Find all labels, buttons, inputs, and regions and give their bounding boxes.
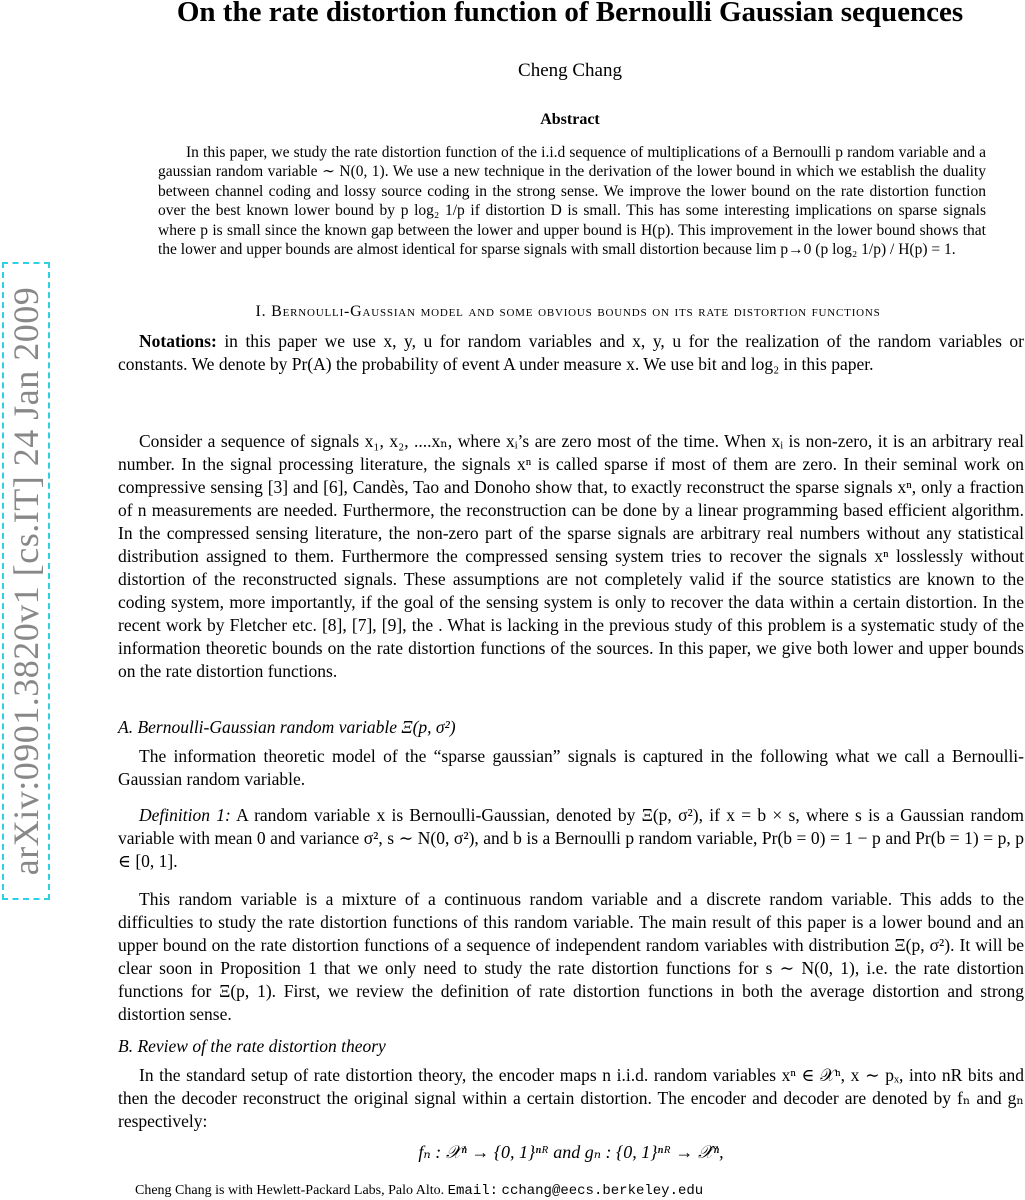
definition-1-paragraph — [118, 804, 1024, 873]
abstract-text: In this paper, we study the rate distortion function of the i.i.d sequence of multiplications of a Bernoulli p random variable and a gaussian random variable ∼ N(0, 1). We use a new technique in the derivation of the lower bound in which we establish the duality between channel coding and lossy source coding in the strong sense. We improve the lower bound on the rate distortion function over the best known lower bound by p log₂ 1/p if distortion D is small. This has some interesting implications on sparse signals where p is small since the known gap between the lower and upper bound is H(p). This improvement in the lower bound shows that the lower and upper bounds are almost identical for sparse signals with small distortion because lim p→0 (p log₂ 1/p) / H(p) = 1. — [158, 144, 986, 259]
arxiv-side-stamp — [2, 262, 50, 900]
arxiv-stamp-text: arXiv:0901.3820v1 [cs.IT] 24 Jan 2009 — [6, 286, 46, 876]
subsection-b-paragraph-1: In the standard setup of rate distortion theory, the encoder maps n i.i.d. random variables xⁿ ∈ 𝒳ⁿ, x ∼ pₓ, into nR bits and then the decoder reconstruct the original signal within a certain distortion. The encoder and decoder are denoted by fₙ and gₙ respectively: — [118, 1065, 1024, 1131]
subsection-b-heading: B. Review of the rate distortion theory — [118, 1036, 386, 1056]
notations-paragraph — [118, 330, 1024, 376]
subsection-a-paragraph-1: The information theoretic model of the “sparse gaussian” signals is captured in the following what we call a Bernoulli-Gaussian random variable. — [118, 746, 1024, 789]
paper-title: On the rate distortion function of Bernoulli Gaussian sequences — [176, 0, 964, 28]
subsection-a-paragraph-2: This random variable is a mixture of a continuous random variable and a discrete random variable. This adds to the difficulties to study the rate distortion functions of this random variable. The main result of this paper is a lower bound and an upper bound on the rate distortion functions of a sequence of independent random variables with distribution Ξ(p, σ²). It will be clear soon in Proposition 1 that we only need to study the rate distortion functions for s ∼ N(0, 1), i.e. the rate distortion functions for Ξ(p, 1). First, we review the definition of rate distortion functions in both the average distortion and strong distortion sense. — [118, 889, 1024, 1024]
notations-label: Notations: — [139, 331, 217, 351]
definition-1-label: Definition 1: — [139, 805, 231, 825]
definition-1-text: A random variable x is Bernoulli-Gaussian, denoted by Ξ(p, σ²), if x = b × s, where s is a Gaussian random variable with mean 0 and variance σ², s ∼ N(0, σ²), and b is a Bernoulli p random variable, Pr(b = 0) = 1 − p and Pr(b = 1) = p, p ∈ [0, 1]. — [118, 805, 1024, 871]
author-footnote — [135, 1182, 1015, 1200]
footnote-email-label: Email: — [447, 1183, 499, 1199]
intro-paragraph: Consider a sequence of signals x₁, x₂, ....xₙ, where xᵢ’s are zero most of the time. When xᵢ is non-zero, it is an arbitrary real number. In the signal processing literature, the signals xⁿ is called sparse if most of them are zero. In their seminal work on compressive sensing [3] and [6], Candès, Tao and Donoho show that, to exactly reconstruct the sparse signals xⁿ, only a fraction of n measurements are needed. Furthermore, the reconstruction can be done by a linear programming based efficient algorithm. In the compressed sensing literature, the non-zero part of the sparse signals are arbitrary real numbers without any statistical distribution assigned to them. Furthermore the compressed sensing system tries to recover the signals xⁿ losslessly without distortion of the reconstructed signals. These assumptions are not completely valid if the source statistics are known to the coding system, more importantly, if the goal of the sensing system is only to recover the data within a certain distortion. In the recent work by Fletcher etc. [8], [7], [9], the . What is lacking in the previous study of this problem is a systematic study of the information theoretic bounds on the rate distortion functions of the sources. In this paper, we give both lower and upper bounds on the rate distortion functions. — [118, 431, 1024, 681]
footnote-text: Cheng Chang is with Hewlett-Packard Labs, Palo Alto. — [135, 1183, 445, 1198]
encoder-decoder-formula: fₙ : 𝒳ⁿ → {0, 1}ⁿᴿ and gₙ : {0, 1}ⁿᴿ → 𝒳̂ⁿ, — [418, 1142, 724, 1162]
author-name: Cheng Chang — [518, 60, 622, 81]
abstract-heading: Abstract — [540, 111, 600, 128]
footnote-email[interactable]: cchang@eecs.berkeley.edu — [501, 1183, 704, 1199]
section-heading-1: I. Bernoulli-Gaussian model and some obvious bounds on its rate distortion functions — [255, 303, 881, 320]
subsection-a-heading: A. Bernoulli-Gaussian random variable Ξ(p, σ²) — [118, 717, 456, 737]
notations-text: in this paper we use x, y, u for random variables and x, y, u for the realization of the random variables or constants. We denote by Pr(A) the probability of event A under measure x. We use bit and log₂ in this paper. — [118, 331, 1024, 374]
